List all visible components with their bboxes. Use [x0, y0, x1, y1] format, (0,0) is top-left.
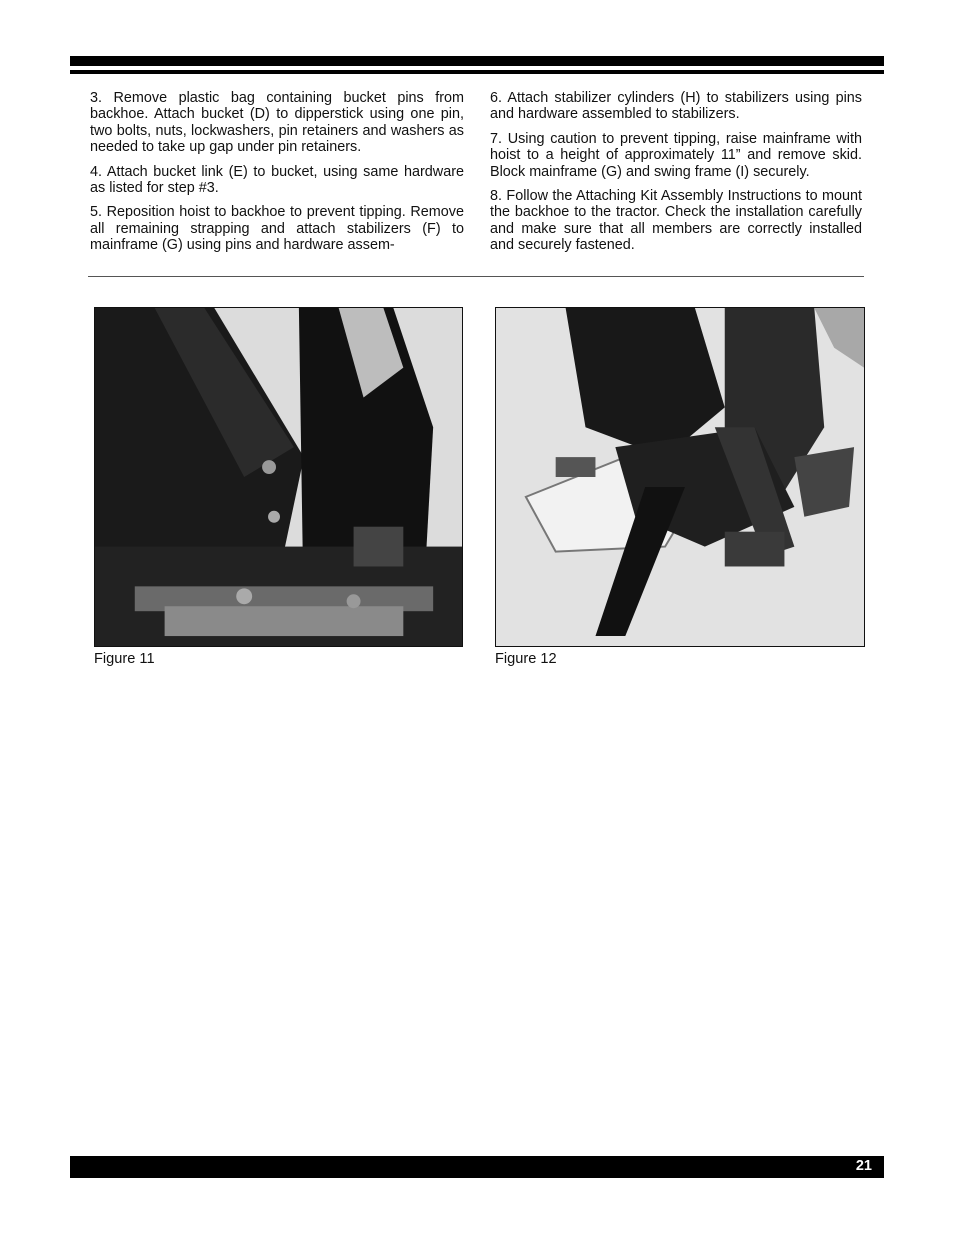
step-8-text: 8. Follow the Attaching Kit Assembly Instructions to mount the backhoe to the tractor. Check the installation carefully and make sure that all members are correctly installed and securely fastened. [490, 188, 862, 254]
step-5-text: 5. Reposition hoist to backhoe to prevent tipping. Remove all remaining strapping and attach stabilizers (F) to mainframe (G) using pins and hardware assem- [90, 204, 464, 254]
step-3-text: 3. Remove plastic bag containing bucket pins from backhoe. Attach bucket (D) to dipperstick using one pin, two bolts, nuts, lockwashers, pin retainers and washers as needed to take up gap under pin retainers. [90, 90, 464, 156]
step-6-text: 6. Attach stabilizer cylinders (H) to stabilizers using pins and hardware assembled to stabilizers. [490, 90, 862, 123]
footer-bar [70, 1156, 884, 1178]
step-7-text: 7. Using caution to prevent tipping, raise mainframe with hoist to a height of approximately 11” and remove skid. Block mainframe (G) and swing frame (I) securely. [490, 130, 862, 180]
header-rule-thick [70, 56, 884, 66]
figure-12-caption: Figure 12 [495, 651, 557, 667]
page-number: 21 [855, 1158, 872, 1174]
figure-11-photo [94, 307, 463, 647]
right-text-column [490, 90, 862, 262]
figure-12-photo [495, 307, 865, 647]
header-rule-thin [70, 70, 884, 74]
step-4-text: 4. Attach bucket link (E) to bucket, using same hardware as listed for step #3. [90, 163, 464, 197]
section-divider [88, 276, 864, 277]
figure-11-caption: Figure 11 [94, 651, 155, 667]
left-text-column [90, 90, 464, 262]
